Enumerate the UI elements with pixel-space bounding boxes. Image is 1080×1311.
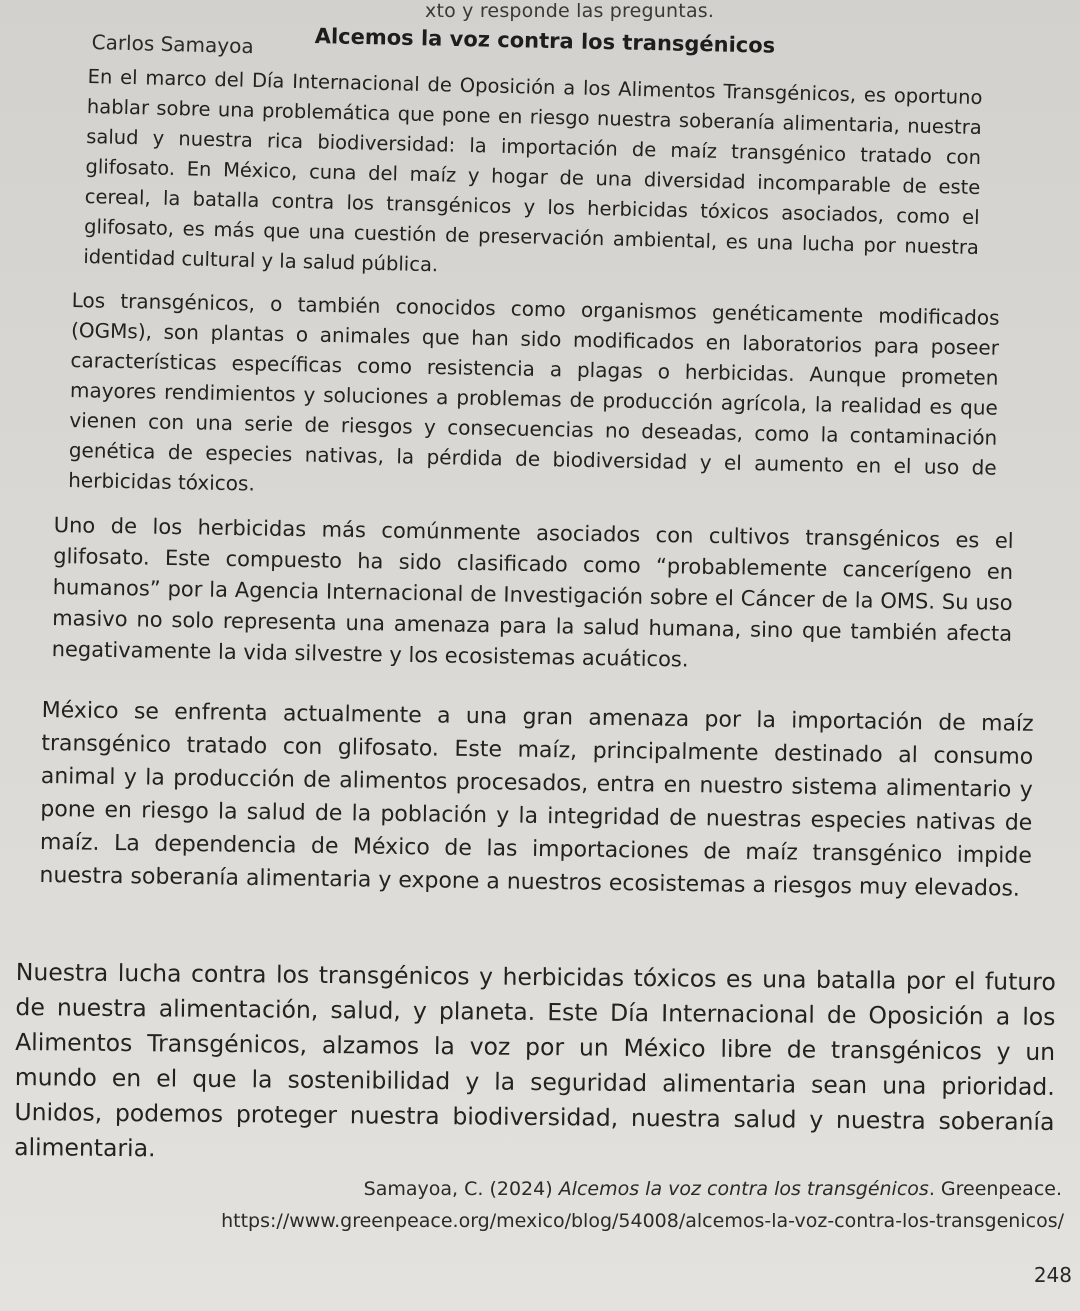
paragraph-3: Uno de los herbicidas más comúnmente asociados con cultivos transgénicos es el glifosato. Este compuesto ha sido clasificado como “probablemente cancerígeno en humanos” por la Agencia Internacional de Investigación sobre el Cáncer de la OMS. Su uso masivo no solo representa una amenaza para la salud humana, sino que también afecta negativamente la vida silvestre y los ecosistemas acuáticos. <box>51 512 1014 672</box>
citation-publisher: . Greenpeace. <box>928 1178 1062 1200</box>
paragraph-1: En el marco del Día Internacional de Oposición a los Alimentos Transgénicos, es oportuno hablar sobre una problemática que pone en riesgo nuestra soberanía alimentaria, nuestra salud y nuestra rica biodiversidad: la importación de maíz transgénico tratado con glifosato. En México, cuna del maíz y hogar de una diversidad incomparable de este cereal, la batalla contra los transgénicos y los herbicidas tóxicos asociados, como el glifosato, es más que una cuestión de preservación ambiental, es una lucha por nuestra identidad cultural y la salud pública. <box>83 64 983 277</box>
page-number: 248 <box>1033 1263 1072 1287</box>
instruction-fragment: xto y responde las preguntas. <box>425 0 715 22</box>
citation-url: https://www.greenpeace.org/mexico/blog/54008/alcemos-la-voz-contra-los-transgenicos/ <box>221 1210 1064 1232</box>
article-author: Carlos Samayoa <box>91 30 254 59</box>
article-title: Alcemos la voz contra los transgénicos <box>314 24 776 58</box>
citation-author-year: Samayoa, C. (2024) <box>363 1178 559 1200</box>
citation <box>364 1178 1062 1200</box>
paragraph-2: Los transgénicos, o también conocidos como organismos genéticamente modificados (OGMs), son plantas o animales que han sido modificados en laboratorios para poseer características específicas como resistencia a plagas o herbicidas. Aunque prometen mayores rendimientos y soluciones a problemas de producción agrícola, la realidad es que vienen con una serie de riesgos y consecuencias no deseadas, como la contaminación genética de especies nativas, la pérdida de biodiversidad y el aumento en el uso de herbicidas tóxicos. <box>68 287 1000 496</box>
citation-work-title: Alcemos la voz contra los transgénicos <box>558 1178 929 1200</box>
paragraph-4: México se enfrenta actualmente a una gran amenaza por la importación de maíz transgénico tratado con glifosato. Este maíz, principalmente destinado al consumo animal y la producción de alimentos procesados, entra en nuestro sistema alimentario y pone en riesgo la salud de la población y la integridad de nuestras especies nativas de maíz. La dependencia de México de las importaciones de maíz transgénico impide nuestra soberanía alimentaria y expone a nuestros ecosistemas a riesgos muy elevados. <box>39 697 1034 902</box>
paragraph-5: Nuestra lucha contra los transgénicos y herbicidas tóxicos es una batalla por el futuro de nuestra alimentación, salud, y planeta. Este Día Internacional de Oposición a los Alimentos Transgénicos, alzamos la voz por un México libre de transgénicos y un mundo en el que la sostenibilidad y la seguridad alimentaria sean una prioridad. Unidos, podemos proteger nuestra biodiversidad, nuestra salud y nuestra soberanía alimentaria. <box>14 957 1056 1163</box>
